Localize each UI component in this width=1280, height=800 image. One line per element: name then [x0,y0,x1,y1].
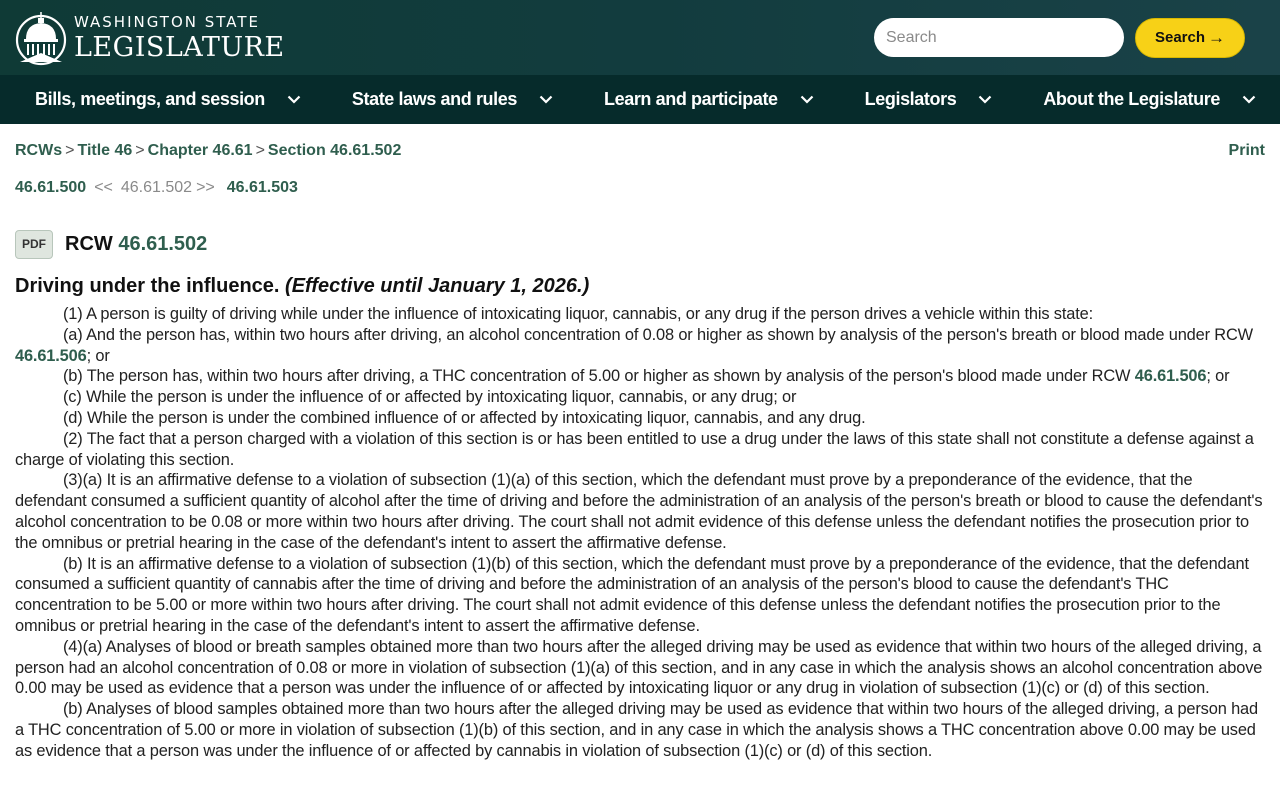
previous-marker: << [94,179,113,196]
search-button-label: Search [1154,29,1206,46]
subsection-1b [15,366,1265,387]
search-area [874,18,1245,58]
search-input[interactable] [874,18,1124,57]
subsection-1d: (d) While the person is under the combined influence of or affected by intoxicating liquor, cannabis, and any drug. [63,408,866,427]
breadcrumb-title[interactable]: Title 46 [77,142,133,159]
breadcrumb-separator: > [135,142,145,159]
section-caption [15,275,1265,298]
subsection-1: (1) A person is guilty of driving while under the influence of intoxicating liquor, cannabis, or any drug if the person drives a vehicle within this state: [63,305,1093,323]
nav-item-label: Learn and participate [604,89,778,109]
print-link[interactable]: Print [1228,142,1265,159]
capitol-dome-icon [14,9,68,67]
logo-subtitle: WASHINGTON STATE [74,12,261,31]
chevron-down-icon [287,95,301,104]
pdf-button[interactable]: PDF [15,230,53,259]
arrow-right-icon: → [1208,27,1226,47]
section-navigation [15,173,1265,203]
rcw-link-46-61-506[interactable]: 46.61.506 [1134,367,1207,386]
breadcrumb-section[interactable]: Section 46.61.502 [267,142,402,159]
rcw-number-link[interactable]: 46.61.502 [118,232,208,255]
text: (a) And the person has, within two hours after driving, an alcohol concentration of 0.08 or higher as shown by analysis of the person's breath or blood made under RCW [63,325,1254,344]
caption-title: Driving under the influence. [15,275,280,297]
nav-item-bills[interactable] [35,89,301,110]
chevron-down-icon [800,95,814,104]
rcw-heading [65,233,207,256]
rcw-link-46-61-506[interactable]: 46.61.506 [15,346,87,365]
rcw-title-row [15,229,1265,259]
main-content [0,124,1280,762]
nav-item-label: About the Legislature [1043,89,1220,109]
subsection-3a: (3)(a) It is an affirmative defense to a violation of subsection (1)(a) of this section, which the defendant must prove by a preponderance of the evidence, that the defendant consumed a sufficient quantity of alcohol after the time of driving and before the administration of an analysis of the person's breath or blood to cause the defendant's alcohol concentration to be 0.08 or more within two hours after driving. The court shall not admit evidence of this defense unless the defendant notifies the prosecution prior to the omnibus or pretrial hearing in the case of the defendant's intent to assert the affirmative defense. [15,471,1263,552]
next-section-link[interactable]: 46.61.503 [226,179,298,196]
nav-item-label: Legislators [864,89,957,109]
text: (b) The person has, within two hours after driving, a THC concentration of 5.00 or higher as shown by analysis of the person's blood made under RCW [63,367,1135,386]
caption-effective-note: (Effective until January 1, 2026.) [285,275,590,297]
site-header [0,0,1280,75]
breadcrumb-chapter[interactable]: Chapter 46.61 [147,142,253,159]
breadcrumb-separator: > [65,142,75,159]
chevron-down-icon [539,95,553,104]
chevron-down-icon [1242,95,1256,104]
law-text [15,304,1265,762]
nav-item-label: State laws and rules [351,89,517,109]
nav-item-learn[interactable] [604,89,814,110]
nav-item-label: Bills, meetings, and session [35,89,265,109]
text: ; or [1206,367,1230,386]
subsection-1c: (c) While the person is under the influence of or affected by intoxicating liquor, cannabis, or any drug; or [63,388,797,407]
breadcrumb-separator: > [255,142,265,159]
nav-item-laws[interactable] [352,89,553,110]
next-marker: >> [196,179,215,196]
breadcrumb [15,142,401,160]
chevron-down-icon [978,95,992,104]
logo-title: LEGISLATURE [74,31,285,63]
main-nav [0,75,1280,124]
nav-item-about[interactable] [1043,89,1256,110]
previous-section-link[interactable]: 46.61.500 [15,179,87,196]
nav-item-legislators[interactable] [865,89,993,110]
subsection-3b: (b) It is an affirmative defense to a violation of subsection (1)(b) of this section, which the defendant must prove by a preponderance of the evidence, that the defendant consumed a sufficient quantity of cannabis after the time of driving and before the administration of an analysis of the person's blood to cause the defendant's THC concentration to be 5.00 or more within two hours after driving. The court shall not admit evidence of this defense unless the defendant notifies the prosecution prior to the omnibus or pretrial hearing in the case of the defendant's intent to assert the affirmative defense. [15,554,1249,635]
search-button[interactable] [1135,18,1245,58]
breadcrumb-rcws[interactable]: RCWs [15,142,63,159]
rcw-prefix: RCW [65,232,113,255]
current-section: 46.61.502 [120,179,193,196]
subsection-1a [15,325,1265,367]
subsection-4b: (b) Analyses of blood samples obtained more than two hours after the alleged driving may be used as evidence that within two hours of the alleged driving, a person had a THC concentration of 5.00 or more in violation of subsection (1)(b) of this section, and in any case in which the analysis shows a THC concentration above 0.00 may be used as evidence that a person was under the influence of or affected by cannabis in violation of subsection (1)(c) or (d) of this section. [15,700,1258,760]
subsection-2: (2) The fact that a person charged with a violation of this section is or has been entitled to use a drug under the laws of this state shall not constitute a defense against a charge of violating this section. [15,429,1254,469]
site-logo[interactable] [14,9,285,67]
subsection-4a: (4)(a) Analyses of blood or breath samples obtained more than two hours after the alleged driving may be used as evidence that within two hours of the alleged driving, a person had an alcohol concentration of 0.08 or more in violation of subsection (1)(a) of this section, and in any case in which the analysis shows an alcohol concentration above 0.00 may be used as evidence that a person was under the influence of or affected by intoxicating liquor or any drug in violation of subsection (1)(c) or (d) of this section. [15,637,1263,698]
text: ; or [86,346,110,365]
